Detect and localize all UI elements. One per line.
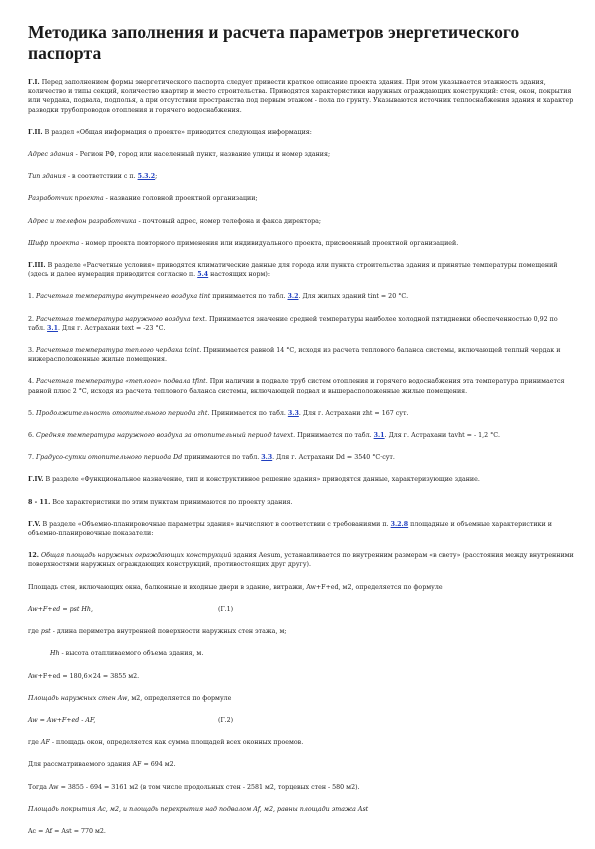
where-af — [28, 738, 576, 747]
definition: . При наличии в подвале труб систем отопления и горячего водоснабжения эта температура принимается равной плюс 2 °С, исходя из расчета теплового баланса системы, включающей подвал и вышерасположенные жилые помещения. — [28, 378, 565, 395]
definition: - в соответствии с п. — [65, 173, 138, 181]
term: Площадь наружных стен Aw — [28, 694, 128, 702]
paragraph-text: В раздел «Общая информация о проекте» приводится следующая информация: — [42, 128, 312, 136]
reference-link[interactable]: 3.1 — [373, 432, 385, 440]
item-3 — [28, 346, 576, 364]
formula-number: (Г.1) — [218, 605, 234, 613]
paragraph-g2 — [28, 128, 576, 137]
item-7 — [28, 453, 576, 462]
paragraph-text: В разделе «Объемно-планировочные параметры здания» вычисляют в соответствии с требованиями п. — [40, 520, 391, 528]
paragraph-text: В разделе «Функциональное назначение, тип и конструктивное решение здания» приводятся данные, характеризующие здание. — [43, 476, 480, 484]
section-number: Г.IV. — [28, 476, 44, 484]
definition-tail: . Для г. Астрахани zht = 167 сут. — [298, 409, 409, 417]
definition: принимается по табл. — [210, 293, 288, 301]
term: Hh — [50, 650, 60, 658]
paragraph-tail: настоящих норм): — [208, 271, 270, 279]
item-number: 4. — [28, 378, 37, 386]
calc-wall-area — [28, 672, 576, 681]
formula-expression: Aw = Aw+F+ed - AF, — [28, 716, 96, 724]
term: Расчетная температура «теплого» подвала tfint — [36, 378, 206, 386]
term: Общая площадь наружных ограждающих конструкций — [38, 552, 232, 560]
paragraph-outer-walls — [28, 694, 576, 703]
item-number: 3. — [28, 347, 37, 355]
definition: . Принимается по табл. — [207, 409, 288, 417]
item-number: 2. — [28, 315, 37, 323]
reference-link[interactable]: 3.2 — [287, 293, 299, 301]
definition: . Принимается значение средней температуры наиболее холодной пятидневки обеспеченностью 0,92 по табл. — [28, 315, 558, 332]
term: Шифр проекта — [28, 239, 80, 247]
calculation: Для рассматриваемого здания AF = 694 м2. — [28, 761, 176, 769]
item-number: 1. — [28, 293, 37, 301]
reference-link[interactable]: 5.3.2 — [137, 173, 156, 181]
term: AF — [38, 739, 50, 747]
item-number: 6. — [28, 432, 37, 440]
term: Градусо-сутки отопительного периода Dd — [36, 454, 183, 462]
term: Расчетная температура внутреннего воздуха tint — [36, 293, 211, 301]
term: Расчетная температура теплого чердака tcint — [36, 347, 200, 355]
section-number: Г.III. — [28, 262, 46, 270]
item-4 — [28, 377, 576, 395]
paragraph-g1 — [28, 78, 576, 115]
item-building-type — [28, 172, 576, 181]
paragraph-text: Все характеристики по этим пунктам принимаются по проекту здания. — [50, 498, 293, 506]
definition: - название головной проектной организации; — [103, 195, 258, 203]
term: Адрес здания — [28, 151, 74, 159]
term: Расчетная температура наружного воздуха text — [36, 315, 205, 323]
document-page — [28, 22, 576, 849]
item-6 — [28, 431, 576, 440]
item-number: 7. — [28, 454, 37, 462]
item-2 — [28, 315, 576, 333]
item-5 — [28, 409, 576, 418]
term: Адрес и телефон разработчика — [28, 217, 137, 225]
section-number: Г.V. — [28, 520, 41, 528]
formula-g1 — [28, 605, 576, 614]
where-label: где — [28, 739, 39, 747]
reference-link[interactable]: 3.3 — [287, 409, 299, 417]
paragraph-g4 — [28, 475, 576, 484]
paragraph-text: Перед заполнением формы энергетического паспорта следует привести краткое описание проекта здания. При этом указывается этажность здания, количество и типы секций, количество квартир и место строительства. Приводятся характеристики наружных ограждающих конструкций: стен, окон, покрытия или чердака, подвала, подполья, а при отсутствии пространства под первым этажом - пола по грунту. Указываются источник теплоснабжения здания и характер разводки трубопроводов отопления и горячего водоснабжения. — [28, 79, 574, 114]
definition: - Регион РФ, город или населенный пункт, название улицы и номер здания; — [73, 151, 331, 159]
calc-outer-walls — [28, 783, 576, 792]
section-number: Г.II. — [28, 128, 43, 136]
formula-number: (Г.2) — [218, 716, 234, 724]
item-number: 12. — [28, 552, 39, 560]
term: Средняя температура наружного воздуха за отопительный период tavext — [36, 432, 294, 440]
paragraph-text: Площадь стен, включающих окна, балконные и входные двери в здание, витражи, Aw+F+ed, м2, определяется по формуле — [28, 583, 443, 591]
calculation: Тогда Aw = 3855 - 694 = 3161 м2 (в том числе продольных стен - 2581 м2, торцевых стен - 580 м2). — [28, 783, 360, 791]
calculation: Aw+F+ed = 180,6×24 = 3855 м2. — [28, 672, 140, 680]
item-number: 5. — [28, 409, 37, 417]
definition: - площадь окон, определяется как сумма площадей всех оконных проемов. — [49, 739, 304, 747]
definition: - высота отапливаемого объема здания, м. — [59, 650, 204, 658]
where-hh — [28, 649, 576, 658]
paragraph-g5 — [28, 520, 576, 538]
formula-g2 — [28, 716, 576, 725]
item-number: 8 - 11. — [28, 498, 51, 506]
definition-tail: . Для г. Астрахани Dd = 3540 °С·сут. — [272, 454, 395, 462]
reference-link[interactable]: 3.1 — [47, 324, 59, 332]
reference-link[interactable]: 5.4 — [197, 271, 209, 279]
item-1 — [28, 292, 576, 301]
definition: - длина периметра внутренней поверхности наружных стен этажа, м; — [50, 628, 287, 636]
item-developer-address — [28, 217, 576, 226]
definition: . Принимается по табл. — [293, 432, 374, 440]
term: pst — [38, 628, 51, 636]
calc-window-area — [28, 760, 576, 769]
where-pst — [28, 627, 576, 636]
paragraph-wall-area — [28, 583, 576, 592]
where-label: где — [28, 628, 39, 636]
term: Тип здания — [28, 173, 66, 181]
definition: . Принимается равной 14 °С, исходя из расчета теплового баланса системы, включающей теплый чердак и нижерасположенные жилые помещения. — [28, 347, 561, 364]
paragraph-roof-area — [28, 805, 576, 814]
calc-roof-area — [28, 827, 576, 836]
item-address — [28, 150, 576, 159]
item-8-11 — [28, 498, 576, 507]
definition-tail: . Для г. Астрахани tavht = - 1,2 °С. — [384, 432, 501, 440]
reference-link[interactable]: 3.3 — [261, 454, 273, 462]
definition-tail: . Для жилых зданий tint = 20 °С. — [298, 293, 409, 301]
term: Разработчик проекта — [28, 195, 104, 203]
paragraph-g3 — [28, 261, 576, 279]
item-developer — [28, 194, 576, 203]
reference-link[interactable]: 3.2.8 — [390, 520, 409, 528]
definition-tail: ; — [155, 173, 158, 181]
definition: - почтовый адрес, номер телефона и факса директора; — [136, 217, 322, 225]
calculation: Ac = Af = Ast = 770 м2. — [28, 827, 106, 835]
definition: - номер проекта повторного применения или индивидуального проекта, присвоенный проектной организацией. — [79, 239, 459, 247]
definition: здания Aesum, устанавливается по внутренним размерам «в свету» (расстояния между внутренними поверхностями наружных ограждающих конструкций, противостоящих друг другу). — [28, 552, 574, 569]
definition: принимаются по табл. — [182, 454, 262, 462]
definition-tail: . Для г. Астрахани text = -23 °С. — [58, 324, 166, 332]
paragraph-tail: площадные и объемные характеристики и объемно-планировочные показатели: — [28, 520, 552, 538]
page-title: Методика заполнения и расчета параметров энергетического паспорта — [28, 22, 520, 63]
term: Продолжительность отопительного периода zht — [36, 409, 208, 417]
item-project-code — [28, 239, 576, 248]
item-12 — [28, 551, 576, 569]
term: Площадь покрытия Ac, м2, и площадь перекрытия над подвалом Af, м2, равны площади этажа Ast — [28, 805, 369, 813]
section-number: Г.I. — [28, 79, 40, 86]
paragraph-text: В разделе «Расчетные условия» приводятся климатические данные для города или пункта строительства здания и принятые температуры помещений (здесь и далее нумерация приводится согласно п. — [28, 262, 558, 279]
formula-expression: Aw+F+ed = pst Hh, — [28, 605, 93, 613]
paragraph-text: , м2, определяется по формуле — [127, 694, 232, 702]
